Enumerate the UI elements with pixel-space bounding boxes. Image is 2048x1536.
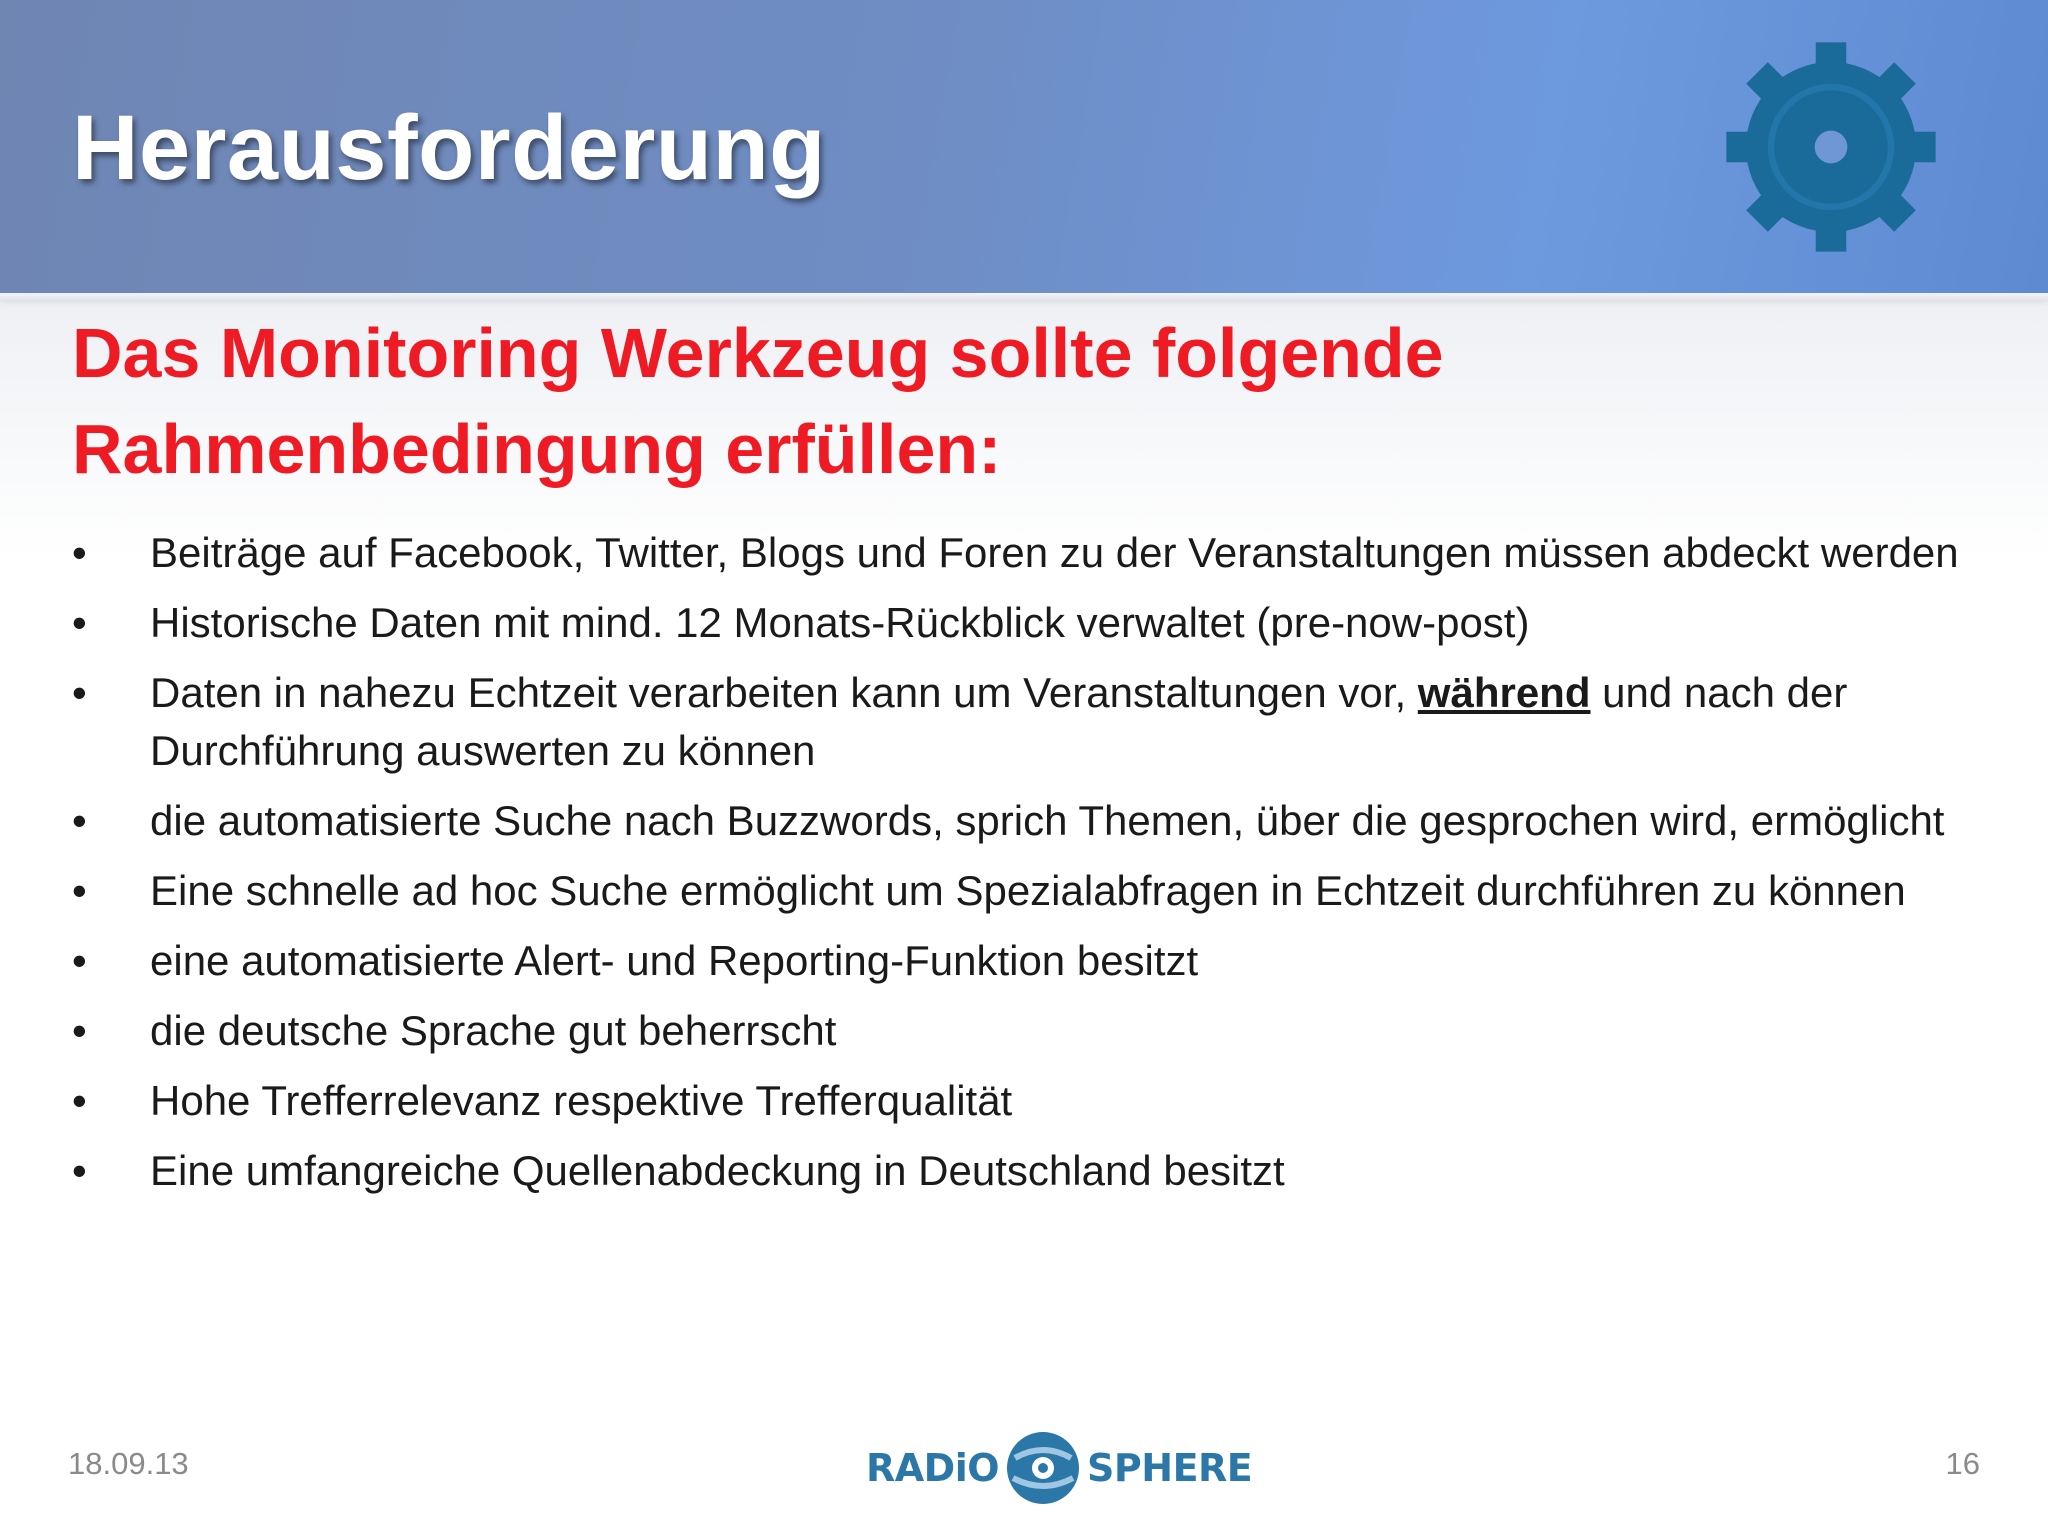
list-item [72,1072,1992,1130]
page-number: 16 [1945,1446,1980,1481]
globe-logo-icon [1003,1428,1083,1508]
list-item-text: Beiträge auf Facebook, Twitter, Blogs und Foren zu der Veranstaltungen müssen abdeckt werden [150,529,1959,576]
bullet-marker: • [72,867,87,914]
list-item [72,862,1992,920]
list-item-text: Historische Daten mit mind. 12 Monats-Rückblick verwaltet (pre-now-post) [150,599,1530,646]
logo-text-left: RADiO [866,1446,1000,1490]
radiosphere-logo [866,1428,1252,1508]
list-item-text: Hohe Trefferrelevanz respektive Trefferqualität [150,1077,1013,1124]
list-item-text [150,669,1847,774]
bullet-marker: • [72,529,87,576]
bullet-marker: • [72,669,87,716]
list-item [72,1142,1992,1200]
bullet-marker: • [72,1147,87,1194]
bullet-marker: • [72,937,87,984]
emphasis-text: während [1417,669,1591,716]
list-item-text: die automatisierte Suche nach Buzzwords, sprich Themen, über die gesprochen wird, ermöglicht [150,797,1945,844]
list-item [72,1002,1992,1060]
list-item-text: die deutsche Sprache gut beherrscht [150,1007,837,1054]
header-divider [0,293,2048,301]
bullet-marker: • [72,1077,87,1124]
subtitle-line-1: Das Monitoring Werkzeug sollte folgende [72,314,1444,392]
slide-subtitle [72,305,1952,497]
logo-text-right: SPHERE [1087,1446,1253,1490]
list-item-text: Eine umfangreiche Quellenabdeckung in Deutschland besitzt [150,1147,1285,1194]
list-item-text: eine automatisierte Alert- und Reporting-Funktion besitzt [150,937,1199,984]
list-item [72,792,1992,850]
list-item [72,524,1992,582]
bullet-marker: • [72,797,87,844]
requirements-list [72,524,1992,1212]
list-item-text-after: und nach der Durchführung auswerten zu können [150,669,1848,774]
list-item-text-before: Daten in nahezu Echtzeit verarbeiten kann um Veranstaltungen vor, [150,669,1418,716]
slide-title: Herausforderung [72,97,826,199]
footer-date: 18.09.13 [68,1446,189,1481]
gear-icon [1722,38,1940,256]
list-item [72,932,1992,990]
list-item [72,664,1992,780]
bullet-marker: • [72,599,87,646]
bullet-marker: • [72,1007,87,1054]
subtitle-line-2: Rahmenbedingung erfüllen: [72,410,1002,488]
list-item-text: Eine schnelle ad hoc Suche ermöglicht um Spezialabfragen in Echtzeit durchführen zu können [150,867,1906,914]
list-item [72,594,1992,652]
